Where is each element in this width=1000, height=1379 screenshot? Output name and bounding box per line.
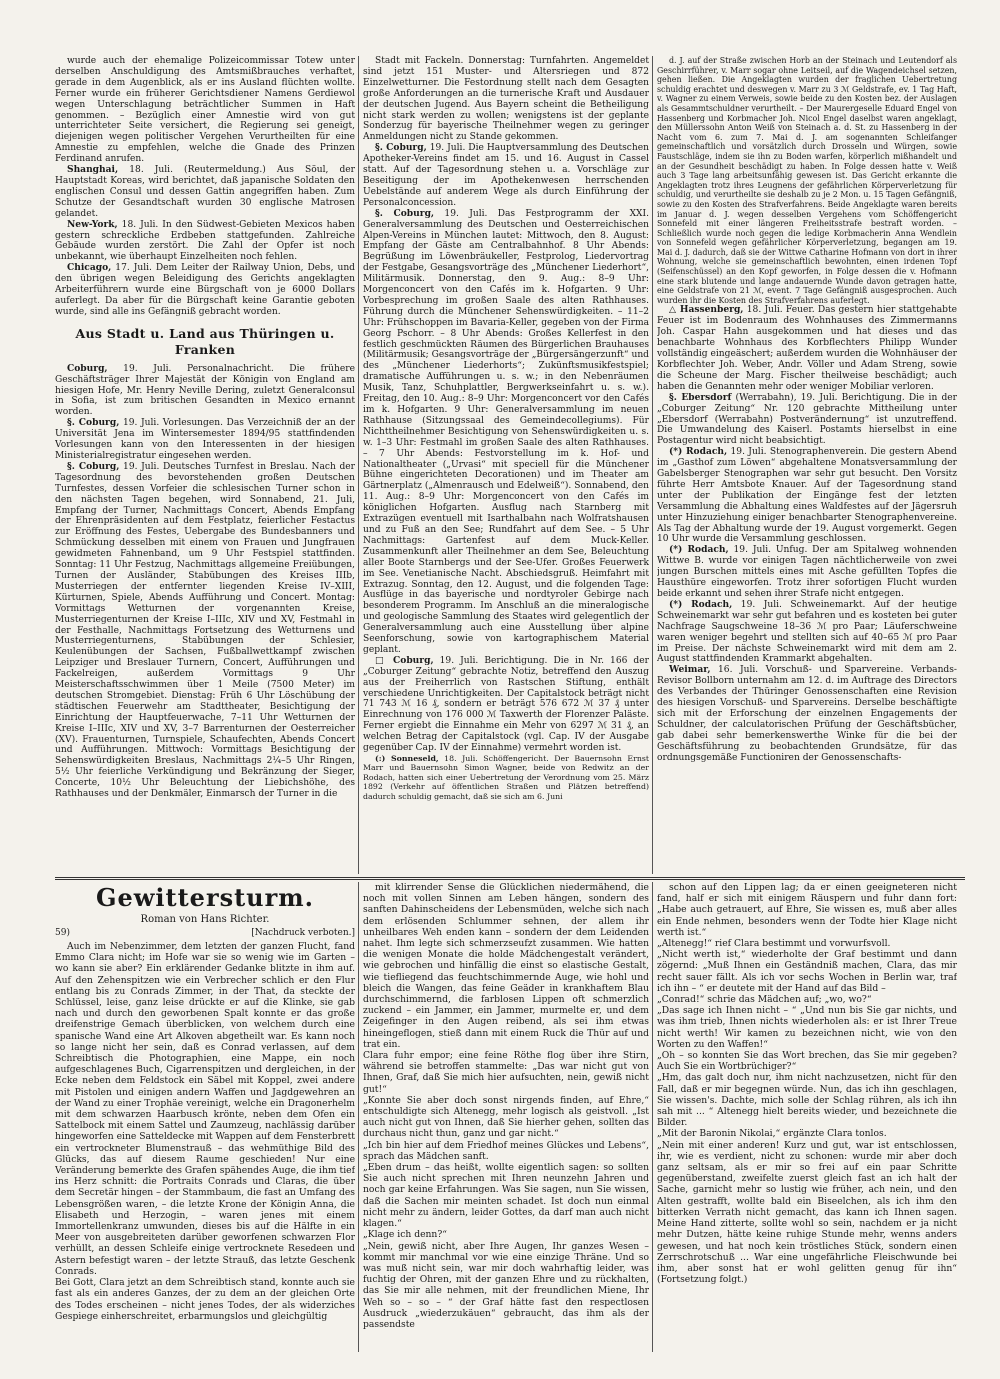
article-text: 19. Juli. Deutsches Turnfest in Breslau. Nach der Tagesordnung des bevorstehenden großen Deutschen Turnfestes, dessen Vorfeier die schlesischen Turner schon in den nächsten Tagen begehen, wird Sonnabend, 21. Juli, Empfang der Turner, Nachmittags Concert, Abends Empfang der Ehrenpräsidenten auf dem Festplatz, feierlicher Festactus zur Eröffnung des Festes, Uebergabe des Bundesbanners und Schmückung desselben mit einem von Frauen und Jungfrauen gewidmeten Fahnenband, um 9 Uhr Festspiel stattfinden. Sonntag: 11 Uhr Festzug, Nachmittags allgemeine Freiübungen, Turnen der Ausländer, Stabübungen des Kreises IIIb, Musterriegen der entfernter liegenden Kreise IV–XIII, Kürturnen, Spiele, Abends Aufführung und Concert. Montag: Vormittags Wetturnen der vorgenannten Kreise, Musterriegenturnen der Kreise I–IIIc, XIV und XV, Festmahl in der Festhalle, Nachmittags Fortsetzung des Wetturnens und Musterriegenturnens, Stabübungen der Schlesier, Keulenübungen der Sachsen, Fußballwettkampf zwischen Leipziger und Breslauer Turnern, Concert, Aufführungen und Fackelreigen, außerdem Vormittags 9 Uhr Meisterschaftsschwimmen über 1 Meile (7500 Meter) im deutschen Stromgebiet. Dienstag: Früh 6 Uhr Löschübung der städtischen Feuerwehr am Stadttheater, Besichtigung der Einrichtung der Hauptfeuerwache, 7–11 Uhr Wetturnen der Kreise I–IIIc, XIV und XV, 3–7 Barrenturnen der Oesterreicher (XV). Frauenturnen, Turnspiele, Schaufechten, Abends Concert und Aufführungen. Mittwoch: Vormittags Besichtigung der Sehenswürdigkeiten Breslaus, Nachmittags 2¼–5 Uhr Ringen, 5½ Uhr feierliche Verkündigung und Bekränzung der Sieger, Concerte, 10½ Uhr Beleuchtung der Liebichshöhe, des Rathhauses und der Denkmäler, Einmarsch der Turner in die [55,461,355,800]
article-paragraph [363,656,649,754]
serial-number: 59) [55,928,70,938]
article-text: 18. Juli. (Reutermeldung.) Aus Söul, der Hauptstadt Koreas, wird berichtet, daß japanische Soldaten den englischen Consul und dessen Gattin angegriffen haben. Zum Schutze der Gesandtschaft wurden 30 englische Matrosen gelandet. [55,165,355,219]
article-text: 19. Juli. Das Festprogramm der XXI. Generalversammlung des Deutschen und Oesterreichischen Alpen-Vereins in München lautet: Mittwoch, den 8. August: Empfang der Gäste am Centralbahnhof. 8 Uhr Abends: Begrüßung im Löwenbräukeller, Festprolog, Liedervortrag der Festgabe, Gesangsvorträge des „Münchener Liederhort“, Militärmusik. Donnerstag, den 9. Aug.: 8–9 Uhr: Morgenconcert von den Cafés im k. Hofgarten. 9 Uhr: Vorbesprechung im großen Saale des alten Rathhauses. Führung durch die Münchener Sehenswürdigkeiten. – 11–2 Uhr: Frühschoppen im Bavaria-Keller, gegeben von der Firma Georg Pschorr. – 8 Uhr Abends: Großes Kellerfest in den festlich geschmückten Räumen des Bürgerlichen Brauhauses (Militärmusik; Gesangsvorträge der „Bürgersängerzunft“ und des „Münchener Liederhorts“; Zukünftsmusikfestspiel; dramatische Aufführungen u. s. w.; in den Nebenräumen Musik, Tanz, Schuhplattler, Bergwerkseinfahrt u. s. w.). Freitag, den 10. Aug.: 8–9 Uhr: Morgenconcert vor den Cafés im k. Hofgarten. 9 Uhr: Generalversammlung im neuen Rathhause (Sitzungssaal des Gemeindecollegiums). Für Nichttheilnehmer Besichtigung von Sehenswürdigkeiten u. s. w. 1–3 Uhr: Festmahl im großen Saale des alten Rathhauses. – 7 Uhr Abends: Festvorstellung im k. Hof- und Nationaltheater („Urvasi“ mit speciell für die Münchener Bühne eingerichteten Decorationen) und im Theater am Gärtnerplatz („Almenrausch und Edelweiß“). Sonnabend, den 11. Aug.: 8–9 Uhr: Morgenconcert von den Cafés im königlichen Hofgarten. Ausflug nach Starnberg mit Extrazügen eventuell mit Isarthalbahn nach Wolfratshausen und zu Fuß an den See; Rundfahrt auf dem See. – 5 Uhr Nachmittags: Gartenfest auf dem Muck-Keller. Zusammenkunft aller Theilnehmer an dem See, Beleuchtung aller Boote Starnbergs und der See-Ufer. Großes Feuerwerk im See. Venetianische Nacht. Abschiedsgruß. Heimfahrt mit Extrazug. Sonntag, den 12. August, und die folgenden Tage: Ausflüge in das bayerische und nordtyroler Gebirge nach besonderem Programm. Im Anschluß an die mineralogische und geologische Sammlung des Staates wird gelegentlich der Generalversammlung auch eine Ausstellung über alpine Seenforschung, sowie von kartographischem Material geplant. [363,208,649,655]
dateline: §. Coburg, [67,417,120,429]
article-paragraph [657,305,957,392]
novel-author: Roman von Hans Richter. [140,914,270,925]
article-paragraph [363,754,649,801]
article-paragraph: d. J. auf der Straße zwischen Horb an der Steinach und Leutendorf als Geschirrführer, v. Marr sogar ohne Leitseil, auf die Wagendeichsel setzen, gehen ließen. Die Angeklagten wurden der fraglichen Uebertretung schuldig erachtet und deswegen v. Marr zu 3 ℳ Geldstrafe, ev. 1 Tag Haft, v. Wagner zu einem Verweis, sowie beide zu den Kosten bez. der Auslagen als Gesammtschuldner verurtheilt. – Der Maurergeselle Eduard Engel von Hassenberg und Korbmacher Joh. Nicol Engel daselbst waren angeklagt, den Müllerssohn Anton Weiß von Steinach a. d. St. zu Hassenberg in der Nacht vom 6. zum 7. Mai d. J. am sogenannten Schleifanger gemeinschaftlich und vorsätzlich durch Drosseln und Würgen, sowie Faustschläge, indem sie ihn zu Boden warfen, körperlich mißhandelt und an der Gesundheit beschädigt zu haben. In Folge dessen hatte v. Weiß auch 3 Tage lang arbeitsunfähig gewesen ist. Das Gericht erkannte die Angeklagten trotz ihres Leugnens der gefährlichen Körperverletzung für schuldig, und verurtheilte sie deshalb zu je 2 Mon. u. 15 Tagen Gefängniß, sowie zu den Kosten des Strafverfahrens. Beide Angeklagte waren bereits im Januar d. J. wegen desselben Vergehens vom Schöffengericht Sonnefeld mit einer längeren Freiheitsstrafe bestraft worden. – Schließlich wurde noch gegen die ledige Korbmacherin Anna Wendlein von Sonnefeld wegen gefährlicher Körperverletzung, begangen am 19. Mai d. J. dadurch, daß sie der Wittwe Catharine Hofmann von dort in ihrer Wohnung, welche sie gemeinschaftlich bewohnten, einen irdenen Topf (Seifenschüssel) an den Kopf geworfen, in Folge dessen die v. Hofmann eine stark blutende und lange andauernde Wunde davon getragen hatte, eine Geldstrafe von 21 ℳ, event. 7 Tage Gefängniß ausgesprochen. Auch wurden ihr die Kosten des Strafverfahrens auferlegt. [657,56,957,305]
column-rule [358,882,359,1352]
column-2 [363,56,649,876]
article-paragraph [55,165,355,220]
article-paragraph [55,364,355,419]
serial-info [55,928,355,939]
article-paragraph [657,600,957,665]
article-paragraph [363,143,649,208]
article-text: 19. Juli. Schweinemarkt. Auf der heutige Schweinemarkt war sehr gut befahren und es kosteten bei guter Nachfrage Saugschweine 18–36 ℳ pro Paar; Läuferschweine waren weniger begehrt und stellten sich auf 40–65 ℳ pro Paar im Preise. Der nächste Schweinemarkt wird mit dem am 2. August stattfindenden Krammarkt abgehalten. [657,599,957,665]
article-paragraph [657,393,957,448]
feuilleton-column-3 [657,882,957,1352]
novel-text: mit klirrender Sense die Glücklichen niedermähend, die noch mit vollen Sinnen am Leben hängen, sondern des sanften Dahinscheidens der Lebensmüden, welche sich nach dem erlösenden Schlummer sehnen, der allem ihr unheilbares Weh enden kann – sondern der dem Leidenden nahet. Ihm legte sich schmerzseufzt zusammen. Wie hatten die wenigen Monate die holde Mädchengestalt verändert, wie gebrochen und hinfällig die einst so elastische Gestalt, wie tiefliegend das feuchtschimmernde Auge, wie hohl und bleich die Wangen, das feine Geäder in krankhaftem Blau durchschimmernd, die farblosen Lippen oft schmerzlich zuckend – ein Jammer, ein Jammer, murmelte er, und dem Zeigefinger in den Augen reibend, als sei ihm etwas hineingeflogen, stieß dann mit einem Ruck die Thür auf und trat ein. Clara fuhr empor; eine feine Röthe flog über ihre Stirn, während sie betroffen stammelte: „Das war nicht gut von Ihnen, Graf, daß Sie mich hier aufsuchten, nein, gewiß nicht gut!“ „Konnte Sie aber doch sonst nirgends finden, auf Ehre,“ entschuldigte sich Altenegg, mehr logisch als geistvoll. „Ist auch nicht gut von Ihnen, daß Sie hierher gehen, sollten das durchaus nicht thun, ganz und gar nicht.“ „Ich bin hier auf dem Friedhof meines Glückes und Lebens“, sprach das Mädchen sanft. „Eben drum – das heißt, wollte eigentlich sagen: so sollten Sie auch nicht sprechen mit Ihren neunzehn Jahren und noch gar keine Erfahrungen. Was Sie sagen, nun Sie wissen, daß die Sachen mir meinten schadet. Ist doch nun einmal nicht mehr zu ändern, leider Gottes, da darf man auch nicht klagen.“ „Klage ich denn?“ „Nein, gewiß nicht, aber Ihre Augen, Ihr ganzes Wesen – kommt mir manchmal vor wie eine einzige Thräne. Und so was muß nicht sein, war mir doch wahrhaftig leider, was fuchtig der Ohren, mit der ganzen Ehre und zu rückhalten, das Sie mir alle nehmen, mit der freundlichen Miene, Ihr Weh so – so – “ der Graf hätte fast den respectlosen Ausdruck „wiederzukäuen“ gebraucht, das ihm als der passendste [363,882,649,1330]
feuilleton-rule [55,879,965,880]
dateline: (*) Rodach, [669,446,728,458]
dateline: (:) Sonneseld, [375,754,439,763]
novel-text: schon auf den Lippen lag; da er einen geeigneteren nicht fand, half er sich mit einigem Räuspern und fuhr dann fort: „Habe auch getrauert, auf Ehre, Sie wissen es, muß aber alles ein Ende nehmen, besonders wenn der Todte hier Klage nicht werth ist.“ „Altenegg!“ rief Clara bestimmt und vorwurfsvoll. „Nicht werth ist,“ wiederholte der Graf bestimmt und dann zögernd: „Muß Ihnen ein Geständniß machen, Clara, das mir recht sauer fällt. Als ich vor sechs Wochen in Berlin war, traf ich ihn – “ er deutete mit der Hand auf das Bild – „Conrad!“ schrie das Mädchen auf; „wo, wo?“ „Das sage ich Ihnen nicht – “ „Und nun bis Sie gar nichts, und was ihm trieb, Ihnen nichts wiederholen als: er ist Ihrer Treue nicht werth! Wir kamen zu bezeichnen nicht, wie von den Worten zu den Waffen!“ „Oh – so konnten Sie das Wort brechen, das Sie mir gegeben? Auch Sie ein Wortbrüchiger?“ „Hm, das galt doch nur, ihm nicht nachzusetzen, nicht für den Fall, daß er mir begegnen würde. Nun, das ich ihn geschlagen, Sie wissen's. Dachte, mich solle der Schlag rühren, als ich ihn sah mit ... “ Altenegg hielt bereits wieder, und bezeichnete die Bilder. „Mit der Baronin Nikolai,“ ergänzte Clara tonlos. „Nein mit einer anderen! Kurz und gut, war ist entschlossen, ihr, wie es verdient, nicht zu schonen: wurde mir aber doch ganz seltsam, als er mir so frei auf ein paar Schritte gegenüberstand, zweifelte zuerst gleich fast an ich halt der Sache, garnicht mehr so lustig wie früher, ach nein, und den Alten gestrafft, wollte bald ein Biseelchen, als ich ihm den bitterken Verrath nicht gemacht, das kann ich Ihnen sagen. Meine Hand zitterte, sollte wohl so sein, nachdem er ja nicht mehr Dutzen, hätte keine ruhige Stunde mehr, wenns anders gewesen, und hat noch kein tröstliches Stück, sondern einen Zerrschrotschuß ... War eine ungefährliche Fleischwunde bei ihm, aber sonst hat er wohl gelitten genug für ihn“ (Fortsetzung folgt.) [657,882,957,1286]
dateline: Weimar, [669,664,711,676]
novel-text: Auch im Nebenzimmer, dem letzten der ganzen Flucht, fand Emmo Clara nicht; im Hofe war sie so wenig wie im Garten – wo kann sie aber? Ein erklärender Gedanke blitzte in ihm auf. Auf den Zehenspitzen wie ein Verbrecher schlich er den Flur entlang bis zu Conrads Zimmer, in der That, da steckte der Schlüssel, leise, ganz leise drückte er auf die Klinke, sie gab nach und durch den geworbenen Spalt konnte er das große dreifenstrige Gemach überblicken, von welchem durch eine spanische Wand eine Art Alkoven abgetheilt war. Es kann noch so lange nicht her sein, daß es Conrad verlassen, auf dem Schreibtisch die Photographien, eine Mappe, ein noch aufgeschlagenes Buch, Cigarrenspitzen und dergleichen, in der Ecke neben dem Feldstock ein Säbel mit Koppel, zwei andere mit Pistolen und einigen andern Waffen und Jagdgewehren an der Wand zu einer Trophäe vereinigt, welche ein Dragonerhelm mit dem schwarzen Haarbusch krönte, neben dem Ofen ein Sattelbock mit einem Sattel und Zaumzeug, nachlässig darüber hingeworfen eine Satteldecke mit Wappen auf dem Fensterbrett ein vertrockneter Blumenstrauß – das wehmüthige Bild des Glücks, das auf diesem Raume geschieden! Nur eine Veränderung bemerkte des Grafen spähendes Auge, die ihm tief ins Herz schnitt: die Portraits Conrads und Claras, die über dem Secretär hingen – der Stammbaum, die fast an Umfang des Lebensgrößen waren, – die letzte Krone der Königin Anna, die Elisabeth und Herzogin, – waren jenes mit einem Immortellenkranz umwunden, dieses bis auf die Hälfte in ein Meer von ausgebreiteten darüber geworfenen schwarzen Flor verhüllt, an dessen Schleife einige vertrocknete Resedeen und Astern befestigt waren – der letzte Strauß, das letzte Geschenk Conrads. Bei Gott, Clara jetzt an dem Schreibtisch stand, konnte auch sie fast als ein anderes Ganzes, der zu dem an der gleichen Orte des Todes erscheinen – nicht jenes Todes, der als widerziches Gespiege einherschreitet, erbarmungslos und gleichgültig [55,941,355,1322]
dateline: Shanghai, [67,164,119,176]
dateline: □ Coburg, [375,654,434,666]
column-rule [358,56,359,874]
article-paragraph [55,220,355,264]
article-text: 16. Juli. Vorschuß- und Sparvereine. Verbands-Revisor Bollborn unternahm am 12. d. im Auftrage des Directors des Verbandes der Thüringer Genossenschaften eine Revision des hiesigen Vorschuß- und Sparvereins. Derselbe beschäftigte sich mit der Erforschung der einzelnen Engagements der Schuldner, der calculatorischen Prüfung der Geschäftsbücher, gab dabei sehr bemerkenswerthe Winke für die bei der Geschäftsführung zu beobachtenden Grundsätze, für das ordnungsgemäße Functioniren der Genossenschafts- [657,665,957,763]
dateline: §. Coburg, [67,460,120,472]
article-paragraph: wurde auch der ehemalige Polizeicommissar Totew unter derselben Anschuldigung des Amtsmißbrauches verhaftet, gerade in dem Augenblick, als er ins Ausland flüchten wollte. Ferner wurde ein früherer Gerichtsdiener Namens Gerdiewol wegen Unterschlagung beträchtlicher Summen in Haft genommen. – Bezüglich einer Amnestie wird von gut unterrichteter Seite versichert, die Regierung sei geneigt, diejenigen wegen politischer Vergehen Verurtheilten für eine Amnestie zu empfehlen, welche die Gnade des Prinzen Ferdinand anrufen. [55,56,355,165]
article-text: 17. Juli. Dem Leiter der Railway Union, Debs, und den übrigen wegen Beleidigung des Gerichts angeklagten Arbeiterführern wurde eine Bürgschaft von je 6000 Dollars auferlegt. Da aber für die Bürgschaft keine Garantie geboten wurde, sind alle ins Gefängniß gebracht worden. [55,263,355,317]
dateline: §. Coburg, [375,142,427,154]
feuilleton-column-2 [363,882,649,1352]
column-1 [55,56,355,876]
article-paragraph [657,545,957,600]
section-heading: Aus Stadt u. Land aus Thüringen u. Franken [75,325,335,357]
column-rule [652,56,653,874]
article-text: (Werrabahn), 19. Juli. Berichtigung. Die in der „Coburger Zeitung“ Nr. 120 gebrachte Mittheilung unter „Ebersdorf (Werrabahn) Postverändernung“ ist unzutreffend. Die Umwandelung des Kaiserl. Postamts hierselbst in eine Postagentur wird nicht beabsichtigt. [657,392,957,447]
dateline: §. Ebersdorf [669,391,732,403]
article-text: 19. Juli. Vorlesungen. Das Verzeichniß der an der Universität Jena im Wintersemester 1894/95 stattfindenden Vorlesungen kann von den Interessenten in der hiesigen Ministerialregistratur eingesehen werden. [55,418,355,461]
feuilleton-column-1 [55,882,355,1352]
article-paragraph: Stadt mit Fackeln. Donnerstag: Turnfahrten. Angemeldet sind jetzt 151 Muster- und Altersriegen und 872 Einzelwetturner. Die Festordnung stellt nach dem Gesagten große Anforderungen an die turnerische Kraft und Ausdauer der deutschen Jugend. Aus Bayern scheint die Betheiligung nicht stark werden zu wollen; wenigstens ist der geplante Sonderzug für bayerische Theilnehmer wegen zu geringer Anmeldungen nicht zu Stande gekommen. [363,56,649,143]
article-text: 18. Juli. In den Südwest-Gebieten Mexicos haben gestern schreckliche Erdbeben stattgefunden. Zahlreiche Gebäude wurden zerstört. Die Zahl der Opfer ist noch unbekannt, wie überhaupt Einzelheiten noch fehlen. [55,219,355,263]
newspaper-page [55,56,965,1356]
dateline: New-York, [67,218,118,230]
dateline: (*) Rodach, [669,598,733,610]
column-3 [657,56,957,876]
article-paragraph [657,665,957,763]
article-text: 18. Juli. Feuer. Das gestern hier stattgehabte Feuer ist im Bodenraum des Wohnhauses des Zimmermanns Joh. Caspar Hahn ausgekommen und hat dieses und das benachbarte Wohnhaus des Korbflechters Philipp Wunder vollständig eingeäschert; außerdem wurden die Wohnhäuser der Korbflechter Joh. Weber, Andr. Völler und Adam Streng, sowie die Scheune der Marg. Fischer theilweise beschädigt; auch haben die Genannten mehr oder weniger Mobiliar verloren. [657,305,957,392]
article-paragraph [55,462,355,800]
dateline: Coburg, [67,362,108,374]
article-paragraph [657,447,957,545]
article-paragraph [55,263,355,318]
column-rule [652,882,653,1352]
article-text: 19. Juli. Personalnachricht. Die frühere Geschäftsträger Ihrer Majestät der Königin von England am hiesigen Hofe, Mr. Henry Neville Dering, zuletzt Generalconsul in Sofia, ist zum britischen Gesandten in Mexico ernannt worden. [55,363,355,418]
article-text: 18. Juli. Schöffengericht. Der Bauernsohn Ernst Marr und Bauernsohn Simon Wagner, beide von Redwitz an der Rodach, hatten sich einer Uebertretung der Verordnung vom 25. März 1892 (Verkehr auf öffentlichen Straßen und Plätzen betreffend) dadurch schuldig gemacht, daß sie sich am 6. Juni [363,754,649,801]
feuilleton-rule [55,877,965,878]
dateline: §. Coburg, [375,207,435,219]
novel-title: Gewittersturm. [95,883,315,912]
dateline: Chicago, [67,262,112,274]
reprint-notice: [Nachdruck verboten.] [251,928,355,938]
article-text: 19. Juli. Stenographenverein. Die gestern Abend im „Gasthof zum Löwen“ abgehaltene Monatsversammlung der Gabelsberger Stenographen war sehr gut besucht. Den Vorsitz führte Herr Amtsbote Knauer. Auf der Tagesordnung stand unter der Publikation der Eingänge fest der letzten Versammlung die Abhaltung eines Waldfestes auf der Jägersruh unter Hinzuziehung einiger benachbarter Stenographenvereine. Als Tag der Abhaltung wurde der 19. August vorgemerkt. Gegen 10 Uhr wurde die Versammlung geschlossen. [657,447,957,545]
dateline: △ Hassenberg, [669,304,744,316]
article-text: 19. Juli. Berichtigung. Die in Nr. 166 der „Coburger Zeitung“ gebrachte Notiz, betreffend den Auszug aus der Freiherrlich von Rastschen Stiftung, enthält verschiedene Unrichtigkeiten. Der Capitalstock beträgt nicht 71 743 ℳ 16 ₰, sondern er beträgt 576 672 ℳ 37 ₰ unter Einrechnung von 176 000 ℳ Taxwerth der Florenzer Paläste. Ferner ergiebt die Einnahme ein Mehr von 6297 ℳ 31 ₰, an welchen Betrag der Capitalstock (vgl. Cap. IV der Ausgabe gegenüber Cap. IV der Einnahme) vermehrt worden ist. [363,655,649,754]
dateline: (*) Rodach, [669,544,729,556]
article-paragraph [55,418,355,462]
article-paragraph [363,209,649,656]
article-text: 19. Juli. Die Hauptversammlung des Deutschen Apotheker-Vereins findet am 15. und 16. August in Cassel statt. Auf der Tagesordnung stehen u. a. Vorschläge zur Beseitigung der im Apothekenwesen herrschenden Uebelstände auf anderem Wege als durch Einführung der Personalconcession. [363,143,649,208]
article-text: 19. Juli. Unfug. Der am Spitalweg wohnenden Wittwe B. wurde vor einigen Tagen nächtlicherweile von zwei jungen Burschen mittels eines mit Asche gefüllten Topfes die Hausthüre eingeworfen. Trotz ihrer sofortigen Flucht wurden beide erkannt und sehen ihrer Strafe nicht entgegen. [657,545,957,599]
